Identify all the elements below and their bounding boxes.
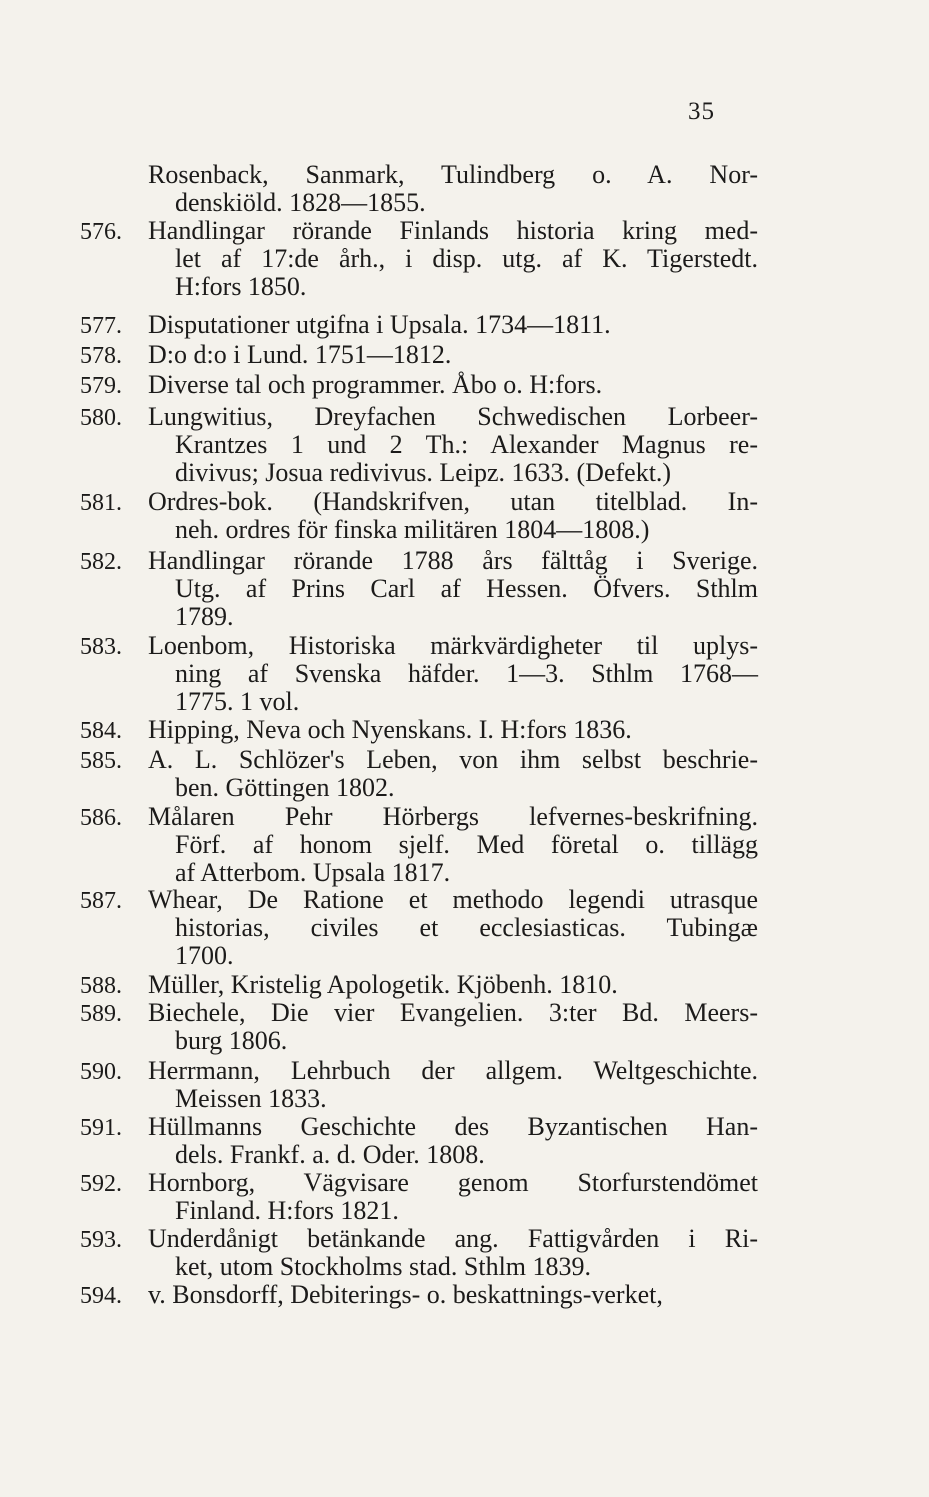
entry-line: Ordres-bok. (Handskrifven, utan titelblad. In- — [148, 487, 758, 516]
entry-line: denskiöld. 1828—1855. — [175, 188, 426, 217]
entry-line: 1775. 1 vol. — [175, 687, 300, 716]
entry-number: 593. — [80, 1227, 122, 1253]
entry-number: 591. — [80, 1115, 122, 1141]
entry-line: Förf. af honom sjelf. Med företal o. tillägg — [175, 830, 758, 859]
entry-number: 590. — [80, 1059, 122, 1085]
entry-line: let af 17:de årh., i disp. utg. af K. Tigerstedt. — [175, 244, 758, 273]
entry-line: D:o d:o i Lund. 1751—1812. — [148, 340, 452, 369]
entry-number: 585. — [80, 748, 122, 774]
entry-line: Herrmann, Lehrbuch der allgem. Weltgeschichte. — [148, 1056, 758, 1085]
entry-line: 1700. — [175, 941, 234, 970]
entry-number: 576. — [80, 219, 122, 245]
entry-line: Utg. af Prins Carl af Hessen. Öfvers. Sthlm — [175, 574, 758, 603]
entry-number: 586. — [80, 805, 122, 831]
entry-line: Krantzes 1 und 2 Th.: Alexander Magnus re- — [175, 430, 758, 459]
entry-line: v. Bonsdorff, Debiterings- o. beskattnings-verket, — [148, 1280, 663, 1309]
entry-line: ket, utom Stockholms stad. Sthlm 1839. — [175, 1252, 592, 1281]
entry-line: burg 1806. — [175, 1026, 288, 1055]
entry-number: 582. — [80, 549, 122, 575]
entry-number: 594. — [80, 1283, 122, 1309]
entry-line: historias, civiles et ecclesiasticas. Tubingæ — [175, 913, 758, 942]
entry-line: divivus; Josua redivivus. Leipz. 1633. (Defekt.) — [175, 458, 672, 487]
page-number: 35 — [688, 98, 715, 125]
entry-number: 579. — [80, 373, 122, 399]
entry-line: Rosenback, Sanmark, Tulindberg o. A. Nor- — [148, 160, 758, 189]
entry-line: Handlingar rörande Finlands historia kring med- — [148, 216, 758, 245]
entry-number: 581. — [80, 490, 122, 516]
entry-number: 588. — [80, 973, 122, 999]
entry-line: Loenbom, Historiska märkvärdigheter til uplys- — [148, 631, 758, 660]
entry-line: H:fors 1850. — [175, 272, 307, 301]
entry-number: 589. — [80, 1001, 122, 1027]
entry-line: Müller, Kristelig Apologetik. Kjöbenh. 1810. — [148, 970, 618, 999]
entry-line: neh. ordres för finska militären 1804—1808.) — [175, 515, 650, 544]
entry-number: 580. — [80, 405, 122, 431]
entry-line: Meissen 1833. — [175, 1084, 327, 1113]
entry-line: Målaren Pehr Hörbergs lefvernes-beskrifning. — [148, 802, 758, 831]
entry-line: Whear, De Ratione et methodo legendi utrasque — [148, 885, 758, 914]
entry-number: 584. — [80, 718, 122, 744]
entry-line: Underdånigt betänkande ang. Fattigvården i Ri- — [148, 1224, 758, 1253]
entry-line: Biechele, Die vier Evangelien. 3:ter Bd. Meers- — [148, 998, 758, 1027]
entry-number: 592. — [80, 1171, 122, 1197]
entry-line: ben. Göttingen 1802. — [175, 773, 395, 802]
entry-line: Lungwitius, Dreyfachen Schwedischen Lorbeer- — [148, 402, 758, 431]
entry-number: 583. — [80, 634, 122, 660]
entry-line: dels. Frankf. a. d. Oder. 1808. — [175, 1140, 485, 1169]
entry-line: Hüllmanns Geschichte des Byzantischen Han- — [148, 1112, 758, 1141]
entry-line: Handlingar rörande 1788 års fälttåg i Sverige. — [148, 546, 758, 575]
entry-line: ning af Svenska häfder. 1—3. Sthlm 1768— — [175, 659, 758, 688]
entry-line: A. L. Schlözer's Leben, von ihm selbst beschrie- — [148, 745, 758, 774]
entry-line: af Atterbom. Upsala 1817. — [175, 858, 451, 887]
entry-line: Hornborg, Vägvisare genom Storfurstendömet — [148, 1168, 758, 1197]
entry-number: 578. — [80, 343, 122, 369]
entry-line: Diverse tal och programmer. Åbo o. H:fors. — [148, 370, 603, 399]
entry-line: 1789. — [175, 602, 234, 631]
entry-line: Disputationer utgifna i Upsala. 1734—1811. — [148, 310, 611, 339]
entry-line: Finland. H:fors 1821. — [175, 1196, 399, 1225]
entry-line: Hipping, Neva och Nyenskans. I. H:fors 1836. — [148, 715, 632, 744]
entry-number: 587. — [80, 888, 122, 914]
entry-number: 577. — [80, 313, 122, 339]
